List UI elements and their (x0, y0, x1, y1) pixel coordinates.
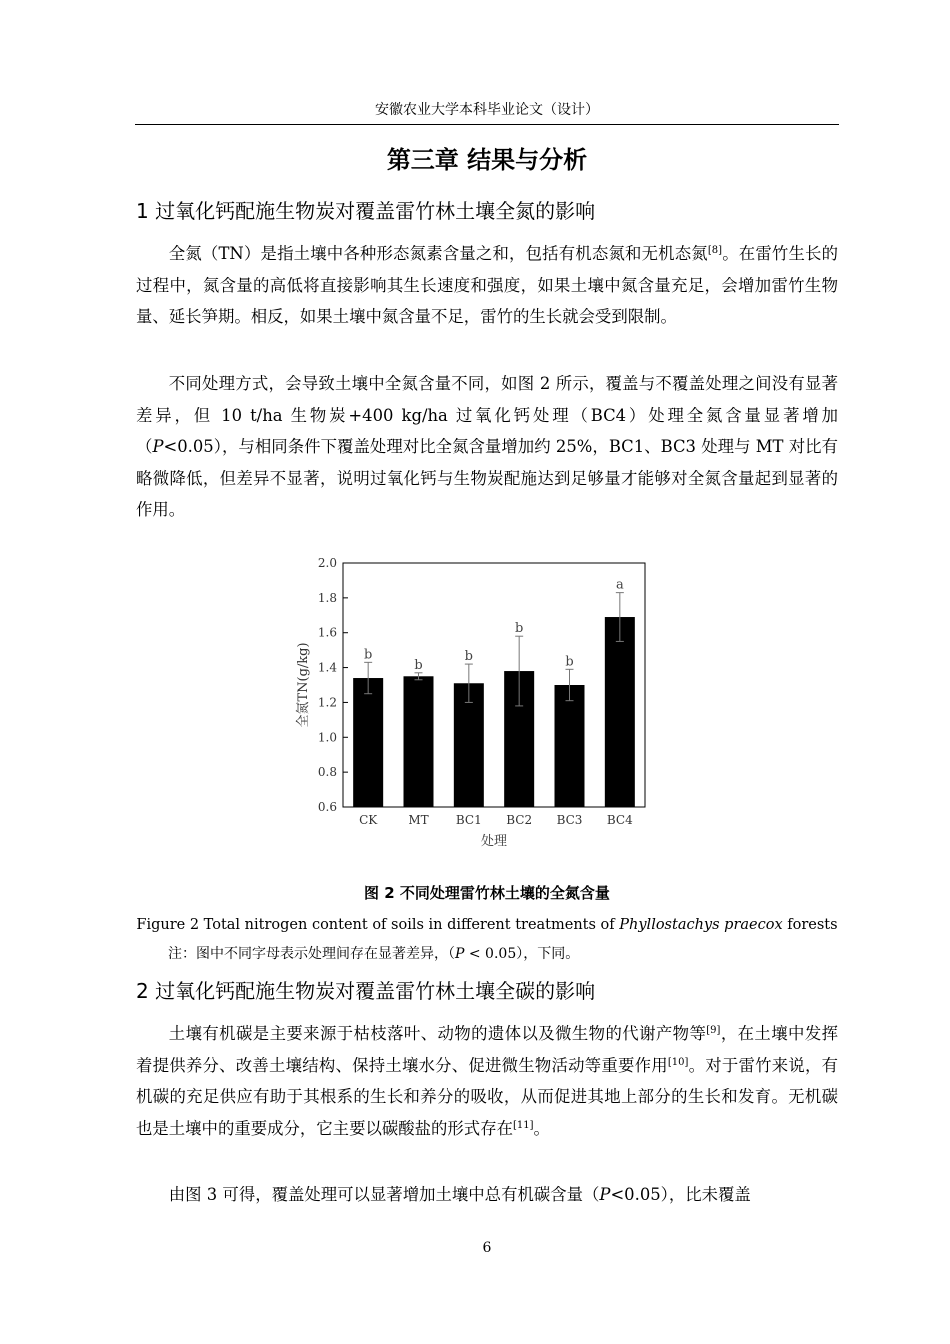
figure-2-chart (290, 548, 670, 858)
bar-bc4 (605, 617, 635, 807)
x-tick-label: CK (359, 813, 378, 827)
x-axis-label: 处理 (480, 834, 508, 849)
section-1-paragraph-2: 不同处理方式，会导致土壤中全氮含量不同，如图 2 所示，覆盖与不覆盖处理之间没有显著差异，但 10 t/ha 生物炭+400 kg/ha 过氧化钙处理（BC4）处理全氮含量显著增加（P<0.05），与相同条件下覆盖处理对比全氮含量增加约 25%，BC1、BC3 处理与 MT 对比有略微降低，但差异不显著，说明过氧化钙与生物炭配施达到足够量才能够对全氮含量起到显著的作用。 (136, 374, 838, 519)
y-tick-label: 0.8 (317, 765, 337, 780)
page-number: 6 (482, 1240, 492, 1256)
citation-9: [9] (706, 1025, 721, 1036)
significance-label: b (414, 657, 423, 673)
y-tick-label: 1.6 (317, 625, 337, 640)
citation-11: [11] (512, 1119, 534, 1131)
bar-ck (353, 678, 383, 807)
significance-label: b (464, 649, 473, 665)
figure-caption-en: Figure 2 Total nitrogen content of soils in different treatments of Phyllostachys praecox forests (136, 917, 838, 933)
y-tick-label: 2.0 (317, 556, 337, 570)
section-2-heading: 2 过氧化钙配施生物炭对覆盖雷竹林土壤全碳的影响 (136, 979, 596, 1003)
x-tick-label: BC3 (556, 813, 583, 827)
y-axis-label: 全氮TN(g/kg) (296, 642, 311, 728)
y-tick-label: 1.8 (317, 590, 337, 605)
x-tick-label: BC2 (506, 813, 533, 827)
section-1-paragraph-1: 全氮（TN）是指土壤中各种形态氮素含量之和，包括有机态氮和无机态氮[8]。在雷竹生长的过程中，氮含量的高低将直接影响其生长速度和强度，如果土壤中氮含量充足，会增加雷竹生物量、延长笋期。相反，如果土壤中氮含量不足，雷竹的生长就会受到限制。 (136, 244, 839, 326)
x-tick-label: BC1 (455, 813, 482, 827)
section-1-heading: 1 过氧化钙配施生物炭对覆盖雷竹林土壤全氮的影响 (136, 199, 596, 223)
bar-bc3 (555, 685, 585, 807)
x-tick-label: MT (408, 813, 429, 827)
y-tick-label: 1.0 (317, 730, 337, 745)
significance-label: b (565, 654, 574, 670)
significance-label: b (364, 647, 373, 663)
bar-mt (404, 676, 434, 807)
y-tick-label: 1.2 (317, 695, 337, 710)
figure-caption-cn: 图 2 不同处理雷竹林土壤的全氮含量 (364, 884, 610, 902)
citation-8: [8] (707, 245, 723, 256)
section-2-paragraph-1: 土壤有机碳是主要来源于枯枝落叶、动物的遗体以及微生物的代谢产物等[9]，在土壤中发挥着提供养分、改善土壤结构、保持土壤水分、促进微生物活动等重要作用[10]。对于雷竹来说，有机碳的充足供应有助于其根系的生长和养分的吸收，从而促进其地上部分的生长和发育。无机碳也是土壤中的重要成分，它主要以碳酸盐的形式存在[11]。 (136, 1024, 839, 1138)
header-rule (135, 124, 839, 125)
citation-10: [10] (667, 1056, 689, 1068)
y-tick-label: 1.4 (317, 660, 337, 675)
significance-label: b (515, 621, 524, 637)
plot-frame (343, 563, 645, 807)
running-header: 安徽农业大学本科毕业论文（设计） (375, 102, 599, 118)
species-name: Phyllostachys praecox (619, 917, 783, 933)
bar-chart (290, 548, 670, 858)
y-tick-label: 0.6 (317, 800, 337, 814)
figure-note: 注：图中不同字母表示处理间存在显著差异，（P < 0.05），下同。 (168, 946, 580, 962)
x-tick-label: BC4 (606, 813, 633, 827)
chapter-title: 第三章 结果与分析 (386, 146, 588, 174)
section-2-paragraph-2: 由图 3 可得，覆盖处理可以显著增加土壤中总有机碳含量（P<0.05），比未覆盖 (168, 1185, 751, 1204)
significance-label: a (615, 577, 624, 593)
